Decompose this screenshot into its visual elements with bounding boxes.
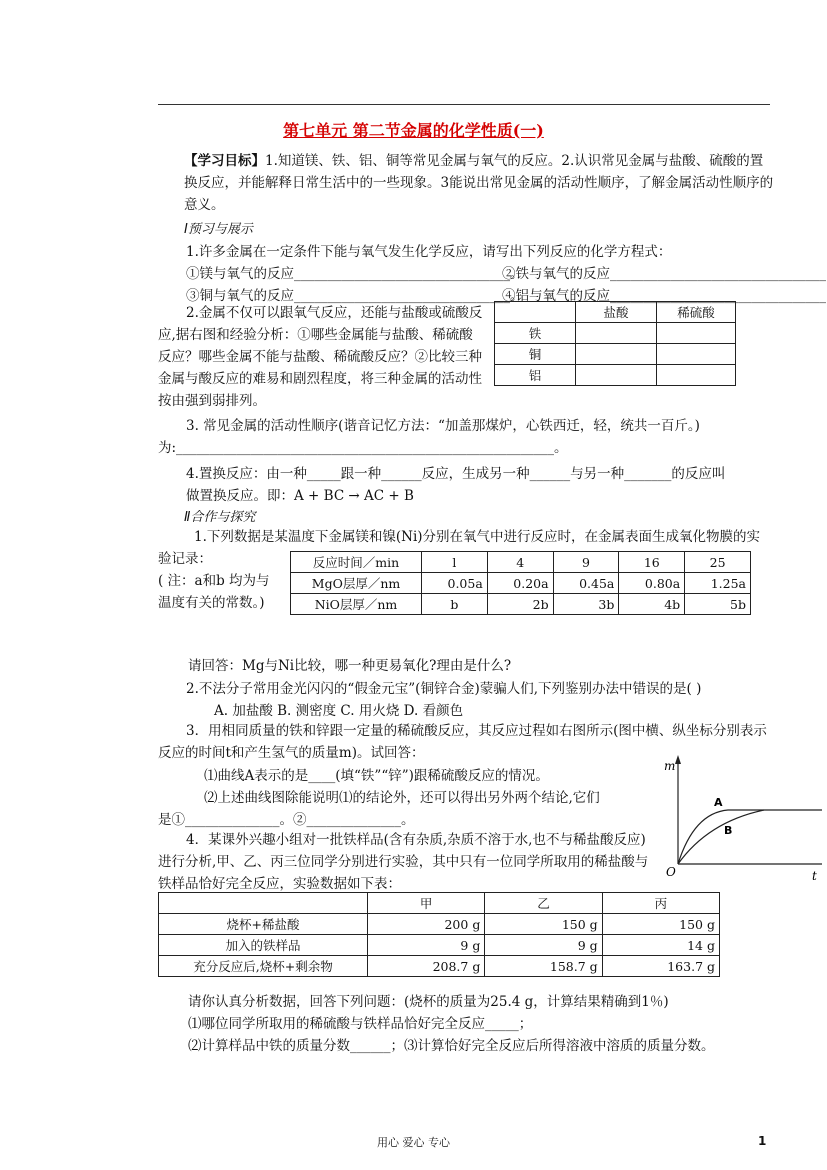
oxide-table-cell: 0.20a [487,573,553,594]
p1-note: ( 注：a和b 均为与温度有关的常数。) [158,573,270,611]
origin-label: O [666,865,676,879]
header-rule [158,104,770,105]
oxide-table-cell: b [422,594,488,615]
section-explore: Ⅱ合作与探究 [184,510,256,525]
q1-line1b: ②铁与氧气的反应________________________________ [502,266,826,282]
oxide-table-header: 4 [487,552,553,573]
q3-line1: 3. 常见金属的活动性顺序(谐音记忆方法：“加盖那煤炉，心铁西迁，轻，统共一百斤。) [186,418,700,434]
iron-table-cell: 208.7 g [368,956,485,977]
acid-table-header: 盐酸 [576,302,657,323]
curve-a-label: A [714,796,723,809]
acid-table-metal: 铜 [495,344,576,365]
q1-line1a: ①镁与氧气的反应________________________________。 [186,266,524,282]
p1-text: 1.下列数据是某温度下金属镁和镍(Ni)分别在氧气中进行反应时，在金属表面生成氧化物膜的实验记录： [158,529,761,567]
oxide-table-header: 反应时间／min [291,552,422,573]
oxide-table-cell: 4b [619,594,685,615]
q3-line2: 为:________________________________________________________。 [158,440,568,456]
oxide-table-cell: 5b [685,594,751,615]
curve-a [678,810,822,864]
iron-table-cell: 充分反应后,烧杯+剩余物 [159,956,368,977]
oxide-table-cell: 1.25a [685,573,751,594]
iron-table-cell: 150 g [485,914,602,935]
oxide-table-header: 25 [685,552,751,573]
iron-table-cell: 9 g [368,935,485,956]
oxide-table-header: 16 [619,552,685,573]
oxide-table-cell: NiO层厚／nm [291,594,422,615]
q2-text: 2.金属不仅可以跟氧气反应，还能与盐酸或硫酸反应,据右图和经验分析：①哪些金属能与盐酸、稀硫酸反应？哪些金属不能与盐酸、稀硫酸反应？②比较三种金属与酸反应的难易和剧烈程度，将三种金属的活动性按由强到弱排列。 [158,305,483,409]
oxide-table-cell: 3b [553,594,619,615]
iron-table-cell: 150 g [602,914,719,935]
objectives-label: 【学习目标】 [184,153,265,169]
iron-table-cell: 200 g [368,914,485,935]
p2-options: A. 加盐酸 B. 测密度 C. 用火烧 D. 看颜色 [214,703,464,719]
iron-table-cell: 9 g [485,935,602,956]
oxide-table-cell: 2b [487,594,553,615]
q1-line2a: ③铜与氧气的反应________________________________。 [186,288,524,304]
p3-sub2a: ⑵上述曲线图除能说明⑴的结论外，还可以得出另外两个结论,它们 [204,790,600,806]
hydrogen-graph [652,752,827,882]
p2-stem: 2.不法分子常用金光闪闪的“假金元宝”(铜锌合金)蒙骗人们,下列鉴别办法中错误的是( ) [186,681,702,697]
q1-line2b: ④铝与氧气的反应________________________________ [502,288,826,304]
iron-table-header [159,893,368,914]
oxide-table-header: 9 [553,552,619,573]
curve-b-label: B [724,824,733,837]
p4-instruction: 请你认真分析数据，回答下列问题：(烧杯的质量为25.4 g，计算结果精确到1％) [188,994,669,1010]
p4-text: 4．某课外兴趣小组对一批铁样品(含有杂质,杂质不溶于水,也不与稀盐酸反应)进行分析,甲、乙、丙三位同学分别进行实验，其中只有一位同学所取用的稀盐酸与铁样品恰好完全反应，实验数据如下表： [158,832,649,892]
q1-intro: 1.许多金属在一定条件下能与氧气发生化学反应，请写出下列反应的化学方程式： [186,244,672,260]
y-axis-label: m [664,759,676,773]
q4-line1: 4.置换反应：由一种_____跟一种______反应，生成另一种______与另一种_______的反应叫 [186,466,726,482]
iron-table-header: 丙 [602,893,719,914]
p4-sub2: ⑵计算样品中铁的质量分数______；⑶计算恰好完全反应后所得溶液中溶质的质量分数。 [188,1038,715,1054]
oxide-table-cell: MgO层厚／nm [291,573,422,594]
iron-table-cell: 163.7 g [602,956,719,977]
p1-question: 请回答：Mg与Ni比较，哪一种更易氧化?理由是什么? [188,658,512,674]
objectives [184,150,774,216]
objectives-text: 1.知道镁、铁、铝、铜等常见金属与氧气的反应。2.认识常见金属与盐酸、硫酸的置换反应，并能解释日常生活中的一些现象。3能说出常见金属的活动性顺序，了解金属活动性顺序的意义。 [184,153,774,213]
iron-table-cell: 加入的铁样品 [159,935,368,956]
page-number: 1 [758,1134,767,1148]
iron-table-header: 乙 [485,893,602,914]
p3-text: 3．用相同质量的铁和锌跟一定量的稀硫酸反应，其反应过程如右图所示(图中横、纵坐标分别表示反应的时间t和产生氢气的质量m)。试回答： [158,723,767,761]
section-preview: Ⅰ预习与展示 [184,222,253,237]
acid-table-header: 稀硫酸 [657,302,736,323]
iron-table-cell: 158.7 g [485,956,602,977]
x-axis-label: t [812,869,817,882]
iron-table-cell: 烧杯+稀盐酸 [159,914,368,935]
oxide-table [290,551,751,615]
iron-table-cell: 14 g [602,935,719,956]
page-title: 第七单元 第二节金属的化学性质(一) [283,121,544,140]
y-axis-arrow [675,755,681,764]
curve-b [678,810,764,864]
oxide-table-cell: 0.05a [422,573,488,594]
p4-sub1: ⑴哪位同学所取用的稀硫酸与铁样品恰好完全反应_____； [188,1016,533,1032]
acid-table-metal: 铁 [495,323,576,344]
iron-table-header: 甲 [368,893,485,914]
oxide-table-cell: 0.45a [553,573,619,594]
acid-table [494,301,736,386]
p3-sub2b: 是①______________。②______________。 [158,812,415,828]
q4-line2: 做置换反应。即：A + BC → AC + B [186,488,414,504]
p3-sub1: ⑴曲线A表示的是____(填“铁”“锌”)跟稀硫酸反应的情况。 [204,768,549,784]
page-footer: 用心 爱心 专心 [377,1136,450,1149]
oxide-table-cell: 0.80a [619,573,685,594]
iron-sample-table [158,892,720,977]
oxide-table-header: l [422,552,488,573]
acid-table-header [495,302,576,323]
acid-table-metal: 铝 [495,365,576,386]
